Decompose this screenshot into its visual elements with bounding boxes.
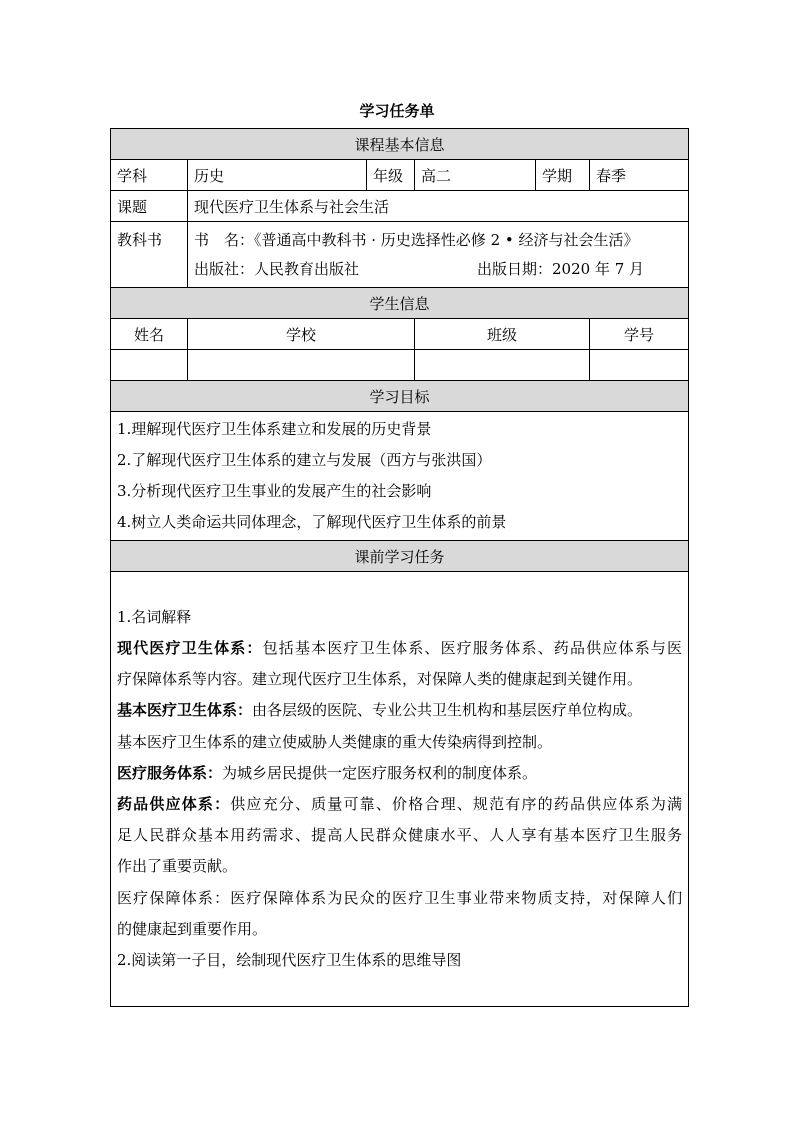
class-cell[interactable] <box>415 350 590 381</box>
definition-term: 基本医疗卫生体系： <box>117 701 253 720</box>
task-item-1-title: 1.名词解释 <box>117 607 192 626</box>
name-header: 姓名 <box>111 319 188 350</box>
school-header: 学校 <box>188 319 415 350</box>
section-header: 学习目标 <box>111 381 689 412</box>
term-value: 春季 <box>590 160 689 191</box>
term-label: 学期 <box>536 160 590 191</box>
section-tasks <box>111 541 689 572</box>
definition-term: 药品供应体系： <box>117 795 231 813</box>
task-sheet-table <box>110 128 689 1007</box>
student-id-cell[interactable] <box>590 350 689 381</box>
topic-value: 现代医疗卫生体系与社会生活 <box>188 191 689 222</box>
objectives-row <box>111 412 689 541</box>
definition-line: 作出了重要贡献。 <box>117 857 238 876</box>
definition-text: 供应充分、质量可靠、价格合理、规范有序的药品供应体系为满 <box>230 795 683 813</box>
textbook-value <box>188 222 689 288</box>
subject-value: 历史 <box>188 160 367 191</box>
grade-value: 高二 <box>415 160 536 191</box>
student-id-header: 学号 <box>590 319 689 350</box>
section-student-info <box>111 288 689 319</box>
publisher-line <box>194 255 682 284</box>
section-header: 课前学习任务 <box>111 541 689 572</box>
grade-label: 年级 <box>367 160 415 191</box>
course-row-textbook <box>111 222 689 288</box>
section-header: 学生信息 <box>111 288 689 319</box>
school-cell[interactable] <box>188 350 415 381</box>
definition-text: 包括基本医疗卫生体系、医疗服务体系、药品供应体系与医 <box>262 638 683 657</box>
tasks-content <box>111 572 689 1007</box>
definition-line <box>117 789 682 820</box>
name-cell[interactable] <box>111 350 188 381</box>
student-header-row <box>111 319 689 350</box>
definition-line: 基本医疗卫生体系的建立使威胁人类健康的重大传染病得到控制。 <box>117 732 553 751</box>
definition-text: 由各层级的医院、专业公共卫生机构和基层医疗单位构成。 <box>252 701 643 720</box>
definition-line: 的健康起到重要作用。 <box>117 919 268 938</box>
student-input-row <box>111 350 689 381</box>
definition-term: 医疗服务体系： <box>117 763 223 782</box>
course-row-topic <box>111 191 689 222</box>
subject-label: 学科 <box>111 160 188 191</box>
definition-line <box>117 633 682 664</box>
section-objectives <box>111 381 689 412</box>
section-header: 课程基本信息 <box>111 129 689 160</box>
publisher-text: 出版社：人民教育出版社 <box>194 259 360 278</box>
course-row-subject <box>111 160 689 191</box>
definition-text: 为城乡居民提供一定医疗服务权利的制度体系。 <box>222 763 538 782</box>
objective-item: 3.分析现代医疗卫生事业的发展产生的社会影响 <box>117 482 432 500</box>
objective-item: 2.了解现代医疗卫生体系的建立与发展（西方与张洪国） <box>117 451 492 469</box>
publish-date-text: 出版日期：2020 年 7 月 <box>477 259 645 278</box>
task-item-2-title: 2.阅读第一子目，绘制现代医疗卫生体系的思维导图 <box>117 951 462 970</box>
objectives-content <box>111 412 689 541</box>
class-header: 班级 <box>415 319 590 350</box>
book-name-line: 书 名：《普通高中教科书 · 历史选择性必修 2 • 经济与社会生活》 <box>194 230 639 249</box>
definition-line <box>117 695 682 726</box>
definition-line <box>117 758 682 789</box>
definition-line: 医疗保障体系：医疗保障体系为民众的医疗卫生事业带来物质支持，对保障人们 <box>117 888 683 907</box>
definition-line: 疗保障体系等内容。建立现代医疗卫生体系，对保障人类的健康起到关键作用。 <box>117 670 643 689</box>
topic-label: 课题 <box>111 191 188 222</box>
textbook-label: 教科书 <box>111 222 188 288</box>
definition-line: 足人民群众基本用药需求、提高人民群众健康水平、人人享有基本医疗卫生服务 <box>117 826 683 845</box>
section-course-info <box>111 129 689 160</box>
objective-item: 4.树立人类命运共同体理念，了解现代医疗卫生体系的前景 <box>117 513 507 531</box>
objective-item: 1.理解现代医疗卫生体系建立和发展的历史背景 <box>117 420 432 438</box>
page-title: 学习任务单 <box>359 102 435 120</box>
definition-term: 现代医疗卫生体系： <box>117 638 263 657</box>
tasks-row <box>111 572 689 1007</box>
